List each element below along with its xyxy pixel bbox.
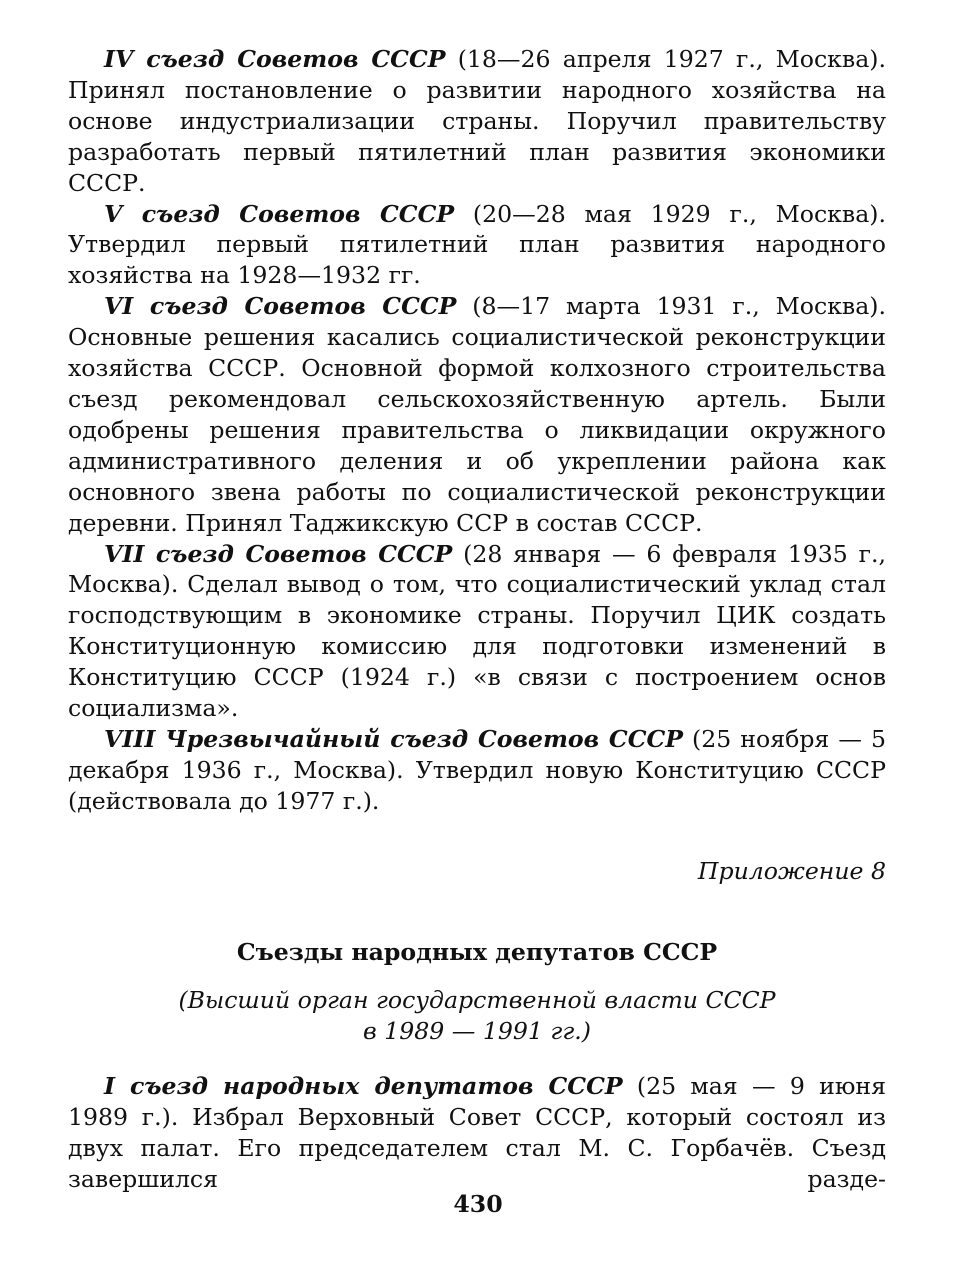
- entry-8th-congress: [68, 724, 886, 817]
- entry-title: V съезд Советов СССР: [104, 199, 455, 228]
- subtitle-line-1: (Высший орган государственной власти СССР: [178, 986, 776, 1014]
- entry-7th-congress: [68, 539, 886, 724]
- entry-title: VIII Чрезвычайный съезд Советов СССР: [104, 724, 683, 753]
- entry-title: IV съезд Советов СССР: [104, 45, 446, 73]
- entry-5th-congress: [68, 199, 886, 292]
- subtitle-line-2: в 1989 — 1991 гг.): [363, 1016, 591, 1045]
- appendix-label: Приложение 8: [697, 857, 886, 885]
- entry-text: (20—28 мая 1929 г., Москва). Утвердил первый пятилетний план развития народного хозяйства на 1928—1932 гг.: [68, 199, 886, 290]
- entry-title: I съезд народных депутатов СССР: [104, 1072, 623, 1100]
- entry-text: (25 мая — 9 июня 1989 г.). Избрал Верховный Совет СССР, который состоял из двух палат. Его председателем стал М. С. Горбачёв. Съезд завершился разде-: [68, 1072, 886, 1193]
- entry-text: (18—26 апреля 1927 г., Москва). Принял постановление о развитии народного хозяйства на основе индустриализации страны. Поручил правительству разработать первый пятилетний план развития экономики СССР.: [68, 45, 886, 197]
- section-title: Съезды народных депутатов СССР: [236, 938, 718, 966]
- entry-1st-peoples-deputies-congress: [68, 1071, 886, 1195]
- entry-text: (28 января — 6 февраля 1935 г., Москва). Сделал вывод о том, что социалистический уклад стал господствующим в экономике страны. Поручил ЦИК создать Конституционную комиссию для подготовки изменений в Конституцию СССР (1924 г.) «в связи с построением основ социализма».: [68, 539, 887, 723]
- entry-title: VII съезд Советов СССР: [104, 539, 453, 568]
- page-number: 430: [453, 1190, 503, 1218]
- entry-text: (25 ноября — 5 декабря 1936 г., Москва). Утвердил новую Конституцию СССР (действовала до 1977 г.).: [68, 724, 886, 815]
- entry-6th-congress: [68, 291, 886, 538]
- section-subtitle: [68, 985, 886, 1047]
- entry-title: VI съезд Советов СССР: [104, 292, 457, 321]
- entry-4th-congress: [68, 44, 886, 199]
- entry-text: (8—17 марта 1931 г., Москва). Основные решения касались социалистической реконструкции хозяйства СССР. Основной формой колхозного строительства съезд рекомендовал сельскохозяйственную артель. Были одобрены решения правительства о ликвидации окружного административного деления и об укреплении района как основного звена работы по социалистической реконструкции деревни. Принял Таджикскую ССР в состав СССР.: [68, 292, 886, 537]
- soviet-congresses-list: [68, 44, 886, 817]
